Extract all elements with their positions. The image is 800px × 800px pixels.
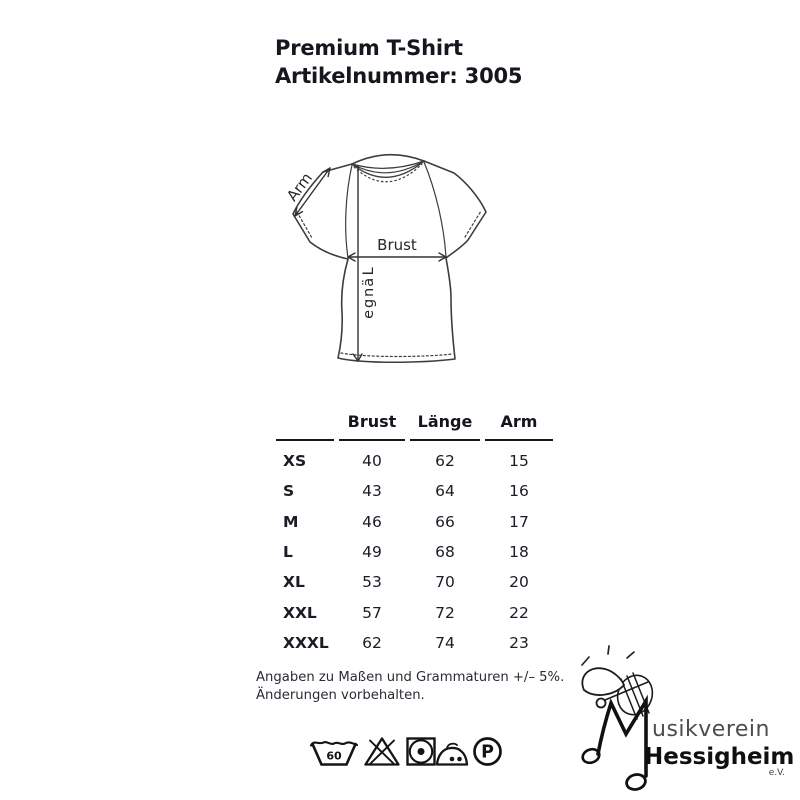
iron-icon <box>437 744 467 765</box>
size-column-header <box>276 406 334 441</box>
size-label: M <box>283 512 299 531</box>
size-table-row <box>276 537 553 567</box>
footnote-line-1: Angaben zu Maßen und Grammaturen +/– 5%. <box>256 670 565 685</box>
sound-lines-icon <box>582 646 634 665</box>
size-label: XXL <box>283 603 317 622</box>
size-label: L <box>283 543 293 562</box>
musikverein-hessigheim-logo <box>565 633 800 795</box>
arm-value: 17 <box>509 512 529 531</box>
arm-value: 23 <box>509 633 529 652</box>
logo-word2: Hessigheim <box>644 744 795 770</box>
footnote-line-2: Änderungen vorbehalten. <box>256 687 425 703</box>
laenge-diagram-label: L ä n g e <box>361 267 378 319</box>
size-table-row <box>276 567 553 597</box>
arm-value: 18 <box>509 543 529 562</box>
svg-text:60: 60 <box>326 749 342 763</box>
brust-value: 57 <box>362 603 382 622</box>
laenge-value: 74 <box>435 633 455 652</box>
footnote <box>256 669 564 704</box>
care-symbols-row <box>310 736 505 768</box>
dry-clean-p-icon <box>475 739 501 765</box>
article-number: Artikelnummer: 3005 <box>275 64 523 88</box>
laenge-value: 66 <box>435 512 455 531</box>
size-table-row <box>276 507 553 537</box>
laenge-value: 68 <box>435 543 455 562</box>
brust-value: 62 <box>362 633 382 652</box>
note-head-right-icon <box>625 772 647 791</box>
size-table <box>271 406 558 658</box>
size-table-row <box>276 628 553 658</box>
brust-value: 40 <box>362 452 382 471</box>
laenge-column-header: Länge <box>410 406 480 441</box>
tumble-dry-icon <box>408 739 435 765</box>
brust-diagram-label: Brust <box>377 236 417 254</box>
do-not-bleach-icon <box>366 739 399 765</box>
title-block <box>275 34 522 90</box>
collar-outer <box>352 155 424 164</box>
tshirt-measurement-diagram <box>278 146 496 370</box>
size-table-row <box>276 446 553 476</box>
arm-value: 22 <box>509 603 529 622</box>
brust-value: 53 <box>362 573 382 592</box>
logo-suffix: e.V. <box>768 768 785 778</box>
size-label: XXXL <box>283 633 329 652</box>
laenge-value: 62 <box>435 452 455 471</box>
brust-value: 43 <box>362 482 382 501</box>
armhole-seam-right <box>424 162 446 257</box>
armhole-seam-left <box>346 165 352 258</box>
logo-m-notes <box>581 701 647 792</box>
laenge-value: 64 <box>435 482 455 501</box>
size-table-row <box>276 597 553 627</box>
tshirt-outline <box>293 161 486 362</box>
size-table-row <box>276 476 553 506</box>
arm-diagram-label: Arm <box>283 169 316 205</box>
arm-value: 16 <box>509 482 529 501</box>
collar-rib-1 <box>352 161 424 168</box>
brust-value: 46 <box>362 512 382 531</box>
size-label: XS <box>283 452 307 471</box>
arm-value: 15 <box>509 452 529 471</box>
svg-text:P: P <box>481 742 494 763</box>
size-label: XL <box>283 573 305 592</box>
wash-60-icon <box>311 742 357 764</box>
logo-word1: usikverein <box>652 717 770 742</box>
size-table-header-row <box>276 406 553 441</box>
laenge-value: 70 <box>435 573 455 592</box>
brust-column-header: Brust <box>339 406 405 441</box>
size-label: S <box>283 482 295 501</box>
product-title: Premium T-Shirt <box>275 36 463 60</box>
size-table-body <box>276 441 553 658</box>
laenge-value: 72 <box>435 603 455 622</box>
brust-value: 49 <box>362 543 382 562</box>
arm-column-header: Arm <box>485 406 553 441</box>
arm-value: 20 <box>509 573 529 592</box>
